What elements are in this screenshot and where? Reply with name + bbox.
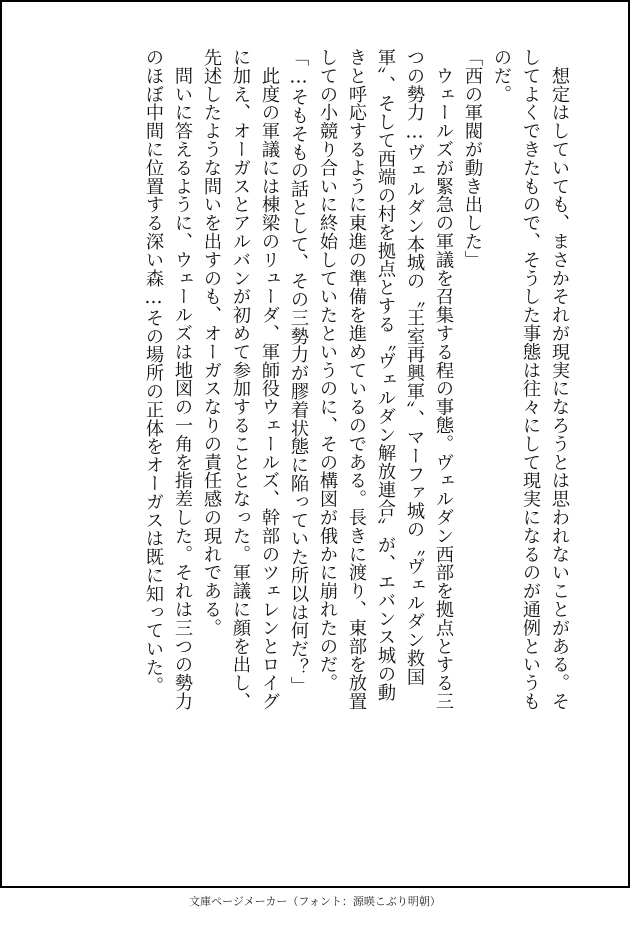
text-line: 軍〟、そして西端の村を拠点とする〝ヴェルダン解放連合〟が、エバンス城の動 [375, 48, 396, 702]
text-line: しての小競り合いに終始していたというのに、その構図が俄かに崩れたのだ。 [317, 48, 338, 692]
text-line: きと呼応するように東進の準備を進めているのである。長きに渡り、東部を放置 [346, 48, 367, 711]
text-line: 問いに答えるように、ウェールズは地図の一角を指差した。それは三つの勢力 [172, 48, 193, 711]
text-line: 先述したような問いを出すのも、オーガスなりの責任感の現れである。 [201, 48, 222, 637]
text-line: に加え、オーガスとアルバンが初めて参加することとなった。軍議に顔を出し、 [230, 48, 251, 711]
text-line: のほぼ中間に位置する深い森…その場所の正体をオーガスは既に知っていた。 [143, 48, 164, 695]
text-line: 此度の軍議には棟梁のリューダ、軍師役ウェールズ、幹部のツェレンとロイグ [259, 48, 280, 711]
text-line: してよくできたもので、そうした事態は往々にして現実になるのが通例というも [520, 48, 541, 711]
vertical-text-body [139, 48, 574, 848]
text-line: 「西の軍閥が動き出した」 [462, 48, 483, 269]
text-line: 「…そもそもの話として、その三勢力が膠着状態に陥っていた所以は何だ？」 [288, 48, 309, 695]
text-line: のだ。 [491, 48, 512, 104]
text-line: 想定はしていても、まさかそれが現実になろうとは思われないことがある。そ [549, 48, 570, 711]
footer-caption: 文庫ページメーカー（フォント：源暎こぶり明朝） [189, 895, 441, 908]
text-line: つの勢力…ヴェルダン本城の〝王室再興軍〟、マーファ城の〝ヴェルダン救国 [404, 48, 425, 686]
text-line: ウェールズが緊急の軍議を召集する程の事態。ヴェルダン西部を拠点とする三 [433, 48, 454, 711]
